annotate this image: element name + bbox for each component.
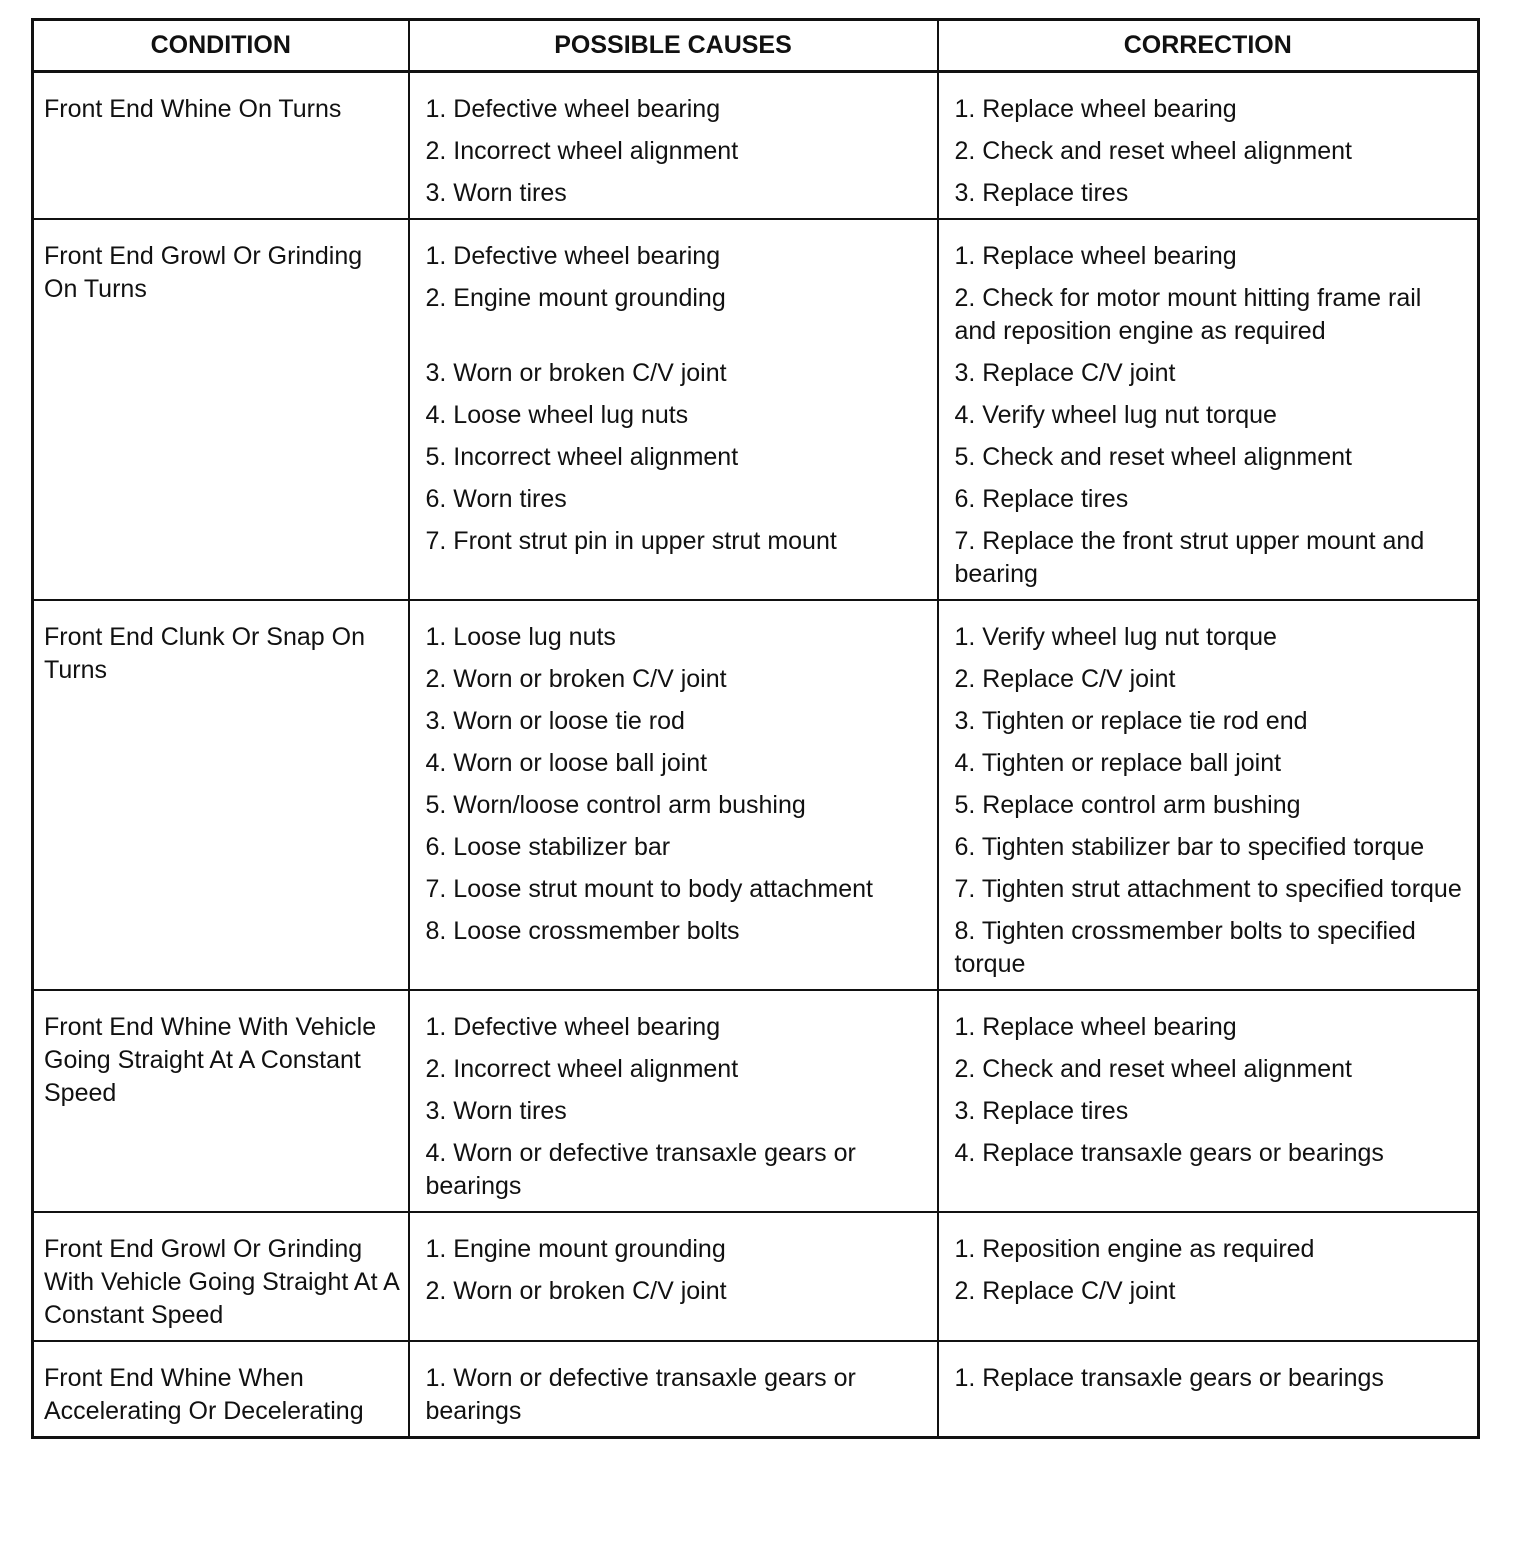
header-row [33,20,1479,72]
cause-item: 2. Worn or broken C/V joint [425,665,727,693]
condition-text: Front End Whine On Turns [44,95,342,123]
correction-item: 1. Replace wheel bearing [954,1013,1237,1041]
causes-cell [409,990,938,1212]
cause-item: 7. Loose strut mount to body attachment [425,875,873,903]
correction-item: 1. Replace transaxle gears or bearings [954,1364,1384,1392]
cause-item: 1. Defective wheel bearing [425,95,721,123]
header-possible-causes: POSSIBLE CAUSES [409,20,938,72]
condition-text: Front End Growl Or Grinding On Turns [44,242,363,303]
cause-item: 2. Engine mount grounding [425,284,726,312]
condition-cell [33,990,409,1212]
correction-item: 8. Tighten crossmember bolts to specified torque [954,917,1416,978]
table-row [33,1212,1479,1341]
correction-item: 7. Tighten strut attachment to specified torque [954,875,1462,903]
condition-cell [33,72,409,220]
condition-cell [33,1341,409,1438]
correction-item: 2. Check and reset wheel alignment [954,1055,1352,1083]
correction-item: 4. Verify wheel lug nut torque [954,401,1277,429]
cause-item: 3. Worn tires [425,179,567,207]
table-row [33,600,1479,990]
correction-item: 7. Replace the front strut upper mount and bearing [954,527,1425,588]
condition-cell [33,600,409,990]
causes-cell [409,72,938,220]
cause-item: 6. Worn tires [425,485,567,513]
correction-cell [938,219,1479,600]
correction-cell [938,600,1479,990]
header-condition: CONDITION [33,20,409,72]
correction-item: 4. Tighten or replace ball joint [954,749,1282,777]
table-row [33,72,1479,220]
correction-item: 2. Replace C/V joint [954,665,1176,693]
condition-text: Front End Clunk Or Snap On Turns [44,623,365,684]
correction-item: 1. Verify wheel lug nut torque [954,623,1277,651]
causes-cell [409,1341,938,1438]
causes-cell [409,219,938,600]
cause-item: 1. Defective wheel bearing [425,1013,721,1041]
cause-item: 1. Loose lug nuts [425,623,616,651]
cause-item: 6. Loose stabilizer bar [425,833,671,861]
table-row [33,990,1479,1212]
correction-item: 3. Tighten or replace tie rod end [954,707,1308,735]
condition-cell [33,219,409,600]
cause-item: 2. Incorrect wheel alignment [425,137,739,165]
condition-text: Front End Growl Or Grinding With Vehicle Going Straight At A Constant Speed [44,1235,399,1329]
cause-item: 7. Front strut pin in upper strut mount [425,527,837,555]
cause-item: 3. Worn or broken C/V joint [425,359,727,387]
correction-item: 2. Check for motor mount hitting frame rail and reposition engine as required [954,284,1422,345]
cause-item: 1. Engine mount grounding [425,1235,726,1263]
causes-cell [409,1212,938,1341]
condition-text: Front End Whine With Vehicle Going Straight At A Constant Speed [44,1013,377,1107]
header-correction: CORRECTION [938,20,1479,72]
cause-item: 8. Loose crossmember bolts [425,917,740,945]
cause-item: 4. Loose wheel lug nuts [425,401,689,429]
correction-cell [938,1212,1479,1341]
cause-item: 2. Worn or broken C/V joint [425,1277,727,1305]
correction-item: 5. Replace control arm bushing [954,791,1301,819]
cause-item: 5. Worn/loose control arm bushing [425,791,806,819]
cause-item: 1. Worn or defective transaxle gears or bearings [425,1364,856,1425]
correction-cell [938,990,1479,1212]
table-row [33,219,1479,600]
cause-item: 4. Worn or loose ball joint [425,749,708,777]
correction-item: 1. Reposition engine as required [954,1235,1315,1263]
cause-item: 2. Incorrect wheel alignment [425,1055,739,1083]
correction-item: 6. Tighten stabilizer bar to specified torque [954,833,1425,861]
correction-item: 1. Replace wheel bearing [954,95,1237,123]
cause-item: 5. Incorrect wheel alignment [425,443,739,471]
table-body [33,72,1479,1438]
correction-item: 1. Replace wheel bearing [954,242,1237,270]
diagnosis-table [31,18,1480,1439]
cause-item: 3. Worn or loose tie rod [425,707,685,735]
correction-item: 3. Replace tires [954,179,1129,207]
condition-text: Front End Whine When Accelerating Or Decelerating [44,1364,364,1425]
cause-item: 3. Worn tires [425,1097,567,1125]
correction-item: 6. Replace tires [954,485,1129,513]
correction-item: 3. Replace tires [954,1097,1129,1125]
correction-item: 2. Check and reset wheel alignment [954,137,1352,165]
cause-item: 4. Worn or defective transaxle gears or bearings [425,1139,856,1200]
correction-item: 5. Check and reset wheel alignment [954,443,1352,471]
cause-item: 1. Defective wheel bearing [425,242,721,270]
table-row [33,1341,1479,1438]
correction-cell [938,72,1479,220]
condition-cell [33,1212,409,1341]
correction-cell [938,1341,1479,1438]
causes-cell [409,600,938,990]
correction-item: 3. Replace C/V joint [954,359,1176,387]
correction-item: 4. Replace transaxle gears or bearings [954,1139,1384,1167]
correction-item: 2. Replace C/V joint [954,1277,1176,1305]
